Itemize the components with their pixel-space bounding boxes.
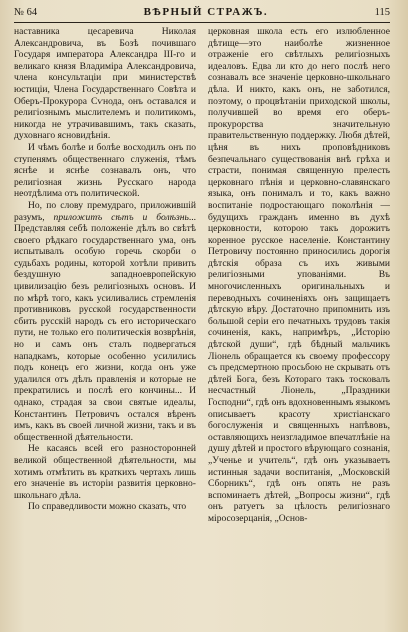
running-header — [14, 6, 390, 20]
paragraph: наставника цесаревича Николая Александровича, въ Бозѣ почившаго Государя императора Александра III-го и великаго князя Владиміра Александровича, члена консультаціи при министерствѣ юстиціи, Члена Государственнаго Совѣта и Оберъ-Прокурора Сѵнода, онъ оставался и религіознымъ мыслителемъ и политикомъ, никогда не утрачивавшимъ, такъ сказать, духовнаго ясновидѣнія. — [14, 26, 196, 142]
paragraph: Не касаясь всей его разносторонней великой общественной дѣятельности, мы хотимъ отмѣтить въ краткихъ чертахъ лишь его значеніе въ исторіи развитія церковно-школьнаго дѣла. — [14, 443, 196, 501]
paragraph-text: ... Представляя себѣ положеніе дѣлъ во свѣтѣ своего рѣдкаго государственнаго ума, онъ испытывалъ особую горечь скорби о судьбахъ родины, которой хотѣли привить бездушную западноевропейскую цивилизацію безъ религіозныхъ основъ. И по мѣрѣ того, какъ усиливались стремленія противниковъ русской государственности сбить русскій народъ съ его историческаго пути, не только его политическія возврѣнія, но и самъ онъ сталъ подвергаться нападкамъ, которые особенно усилились подъ конецъ его жизни, когда онъ уже удалился отъ дѣлъ правленія и которые не прекратились и послѣ его кончины... И однако, страдая за свои святые идеалы, Константинъ Петровичъ остался вѣренъ имъ, какъ въ своей личной жизни, такъ и въ общественной дѣятельности. — [14, 211, 196, 443]
left-column — [14, 26, 196, 525]
paragraph: церковная школа есть его излюбленное дѣтище—это наиболѣе жизненное отраженіе его свѣтлыхъ религіозныхъ идеаловъ. Едва ли кто до него послѣ него сознавалъ все значеніе церковно-школьнаго дѣла. И никто, какъ онъ, не заботился, поэтому, о процвѣтаніи приходской школы, получившей во время его оберъ-прокурорства значительную правительственную поддержку. Любя дѣтей, цѣня въ нихъ проповѣдниковъ безпечальнаго существованія внѣ грѣха и страсти, понимая священную прелесть церковнаго пѣнія и церковно-славянскаго языка, онъ понималъ и то, какъ важно воспитаніе подростающаго поколѣнія — будущихъ гражданъ именно въ духѣ церковности, которою такъ дорожитъ коренное русское населеніе. Константину Петровичу постоянно приносились дорогія дѣтскія образа съ ихъ живыми религіозными упованіями. Въ многочисленныхъ оригинальныхъ и переводныхъ сочиненіяхъ онъ защищаетъ дѣтскую вѣру. Достаточно припомнить изъ большой серіи его печатныхъ трудовъ такія сочиненія, какъ, напримѣръ, „Исторію дѣтской души“, гдѣ бѣдный мальчикъ Ліонель обращается къ своему профессору съ предсмертною просьбою не скрывать отъ дѣтей Бога, безъ Котораго такъ тосковалъ несчастный Ліонель, „Праздники Господни“, гдѣ онъ вдохновеннымъ языкомъ описываетъ красоту христіанскаго богослуженія и священныхъ напѣвовъ, оставляющихъ неизгладимое впечатлѣніе на душу дѣтей и простого вѣрующаго сознанія, „Ученье и учитель“, гдѣ онъ указываетъ истинныя задачи воспитанія, „Московскій Сборникъ“, гдѣ онъ опять не разъ вспоминаетъ дѣтей, „Вопросы жизни“, гдѣ онъ ратуетъ за цѣлость религіознаго міросозерцанія, „Основ- — [208, 26, 390, 524]
paragraph-text: Но, по слову премудраго, приложившій разумъ, — [14, 199, 196, 223]
journal-title: ВѢРНЫЙ СТРАЖЪ. — [143, 6, 269, 18]
page-number: 115 — [374, 7, 390, 18]
quotation-italic: приложитъ сѣтъ и болѣзнь — [53, 211, 189, 223]
paragraph — [14, 200, 196, 443]
paragraph: И чѣмъ болѣе и болѣе восходилъ онъ по ступенямъ общественнаго служенія, тѣмъ яснѣе и яснѣе сознавалъ онъ, что религіозная жизнь Русскаго народа неотдѣлима отъ политической. — [14, 141, 196, 200]
header-rule — [14, 22, 390, 23]
column-gutter — [202, 26, 203, 525]
right-column — [208, 26, 390, 525]
paragraph: По справедливости можно сказать, что — [28, 501, 187, 513]
text-columns — [14, 26, 390, 525]
issue-number: № 64 — [14, 7, 38, 18]
